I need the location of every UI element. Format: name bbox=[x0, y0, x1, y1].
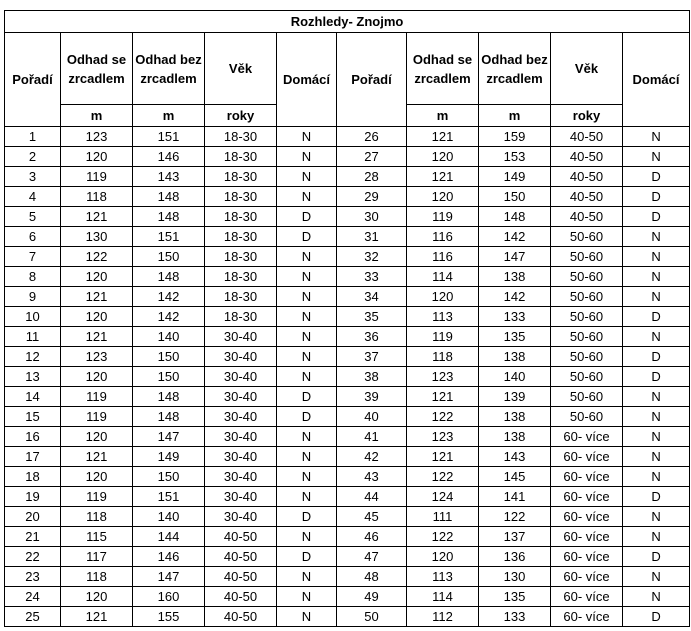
header-odhad-bez-zrcadlem: Odhad bez zrcadlem bbox=[133, 33, 205, 105]
cell-odhad-bez-zrcadlem: 142 bbox=[133, 307, 205, 327]
table-row bbox=[5, 247, 690, 267]
cell-domaci: D bbox=[277, 407, 337, 427]
cell-poradi: 3 bbox=[5, 167, 61, 187]
cell-odhad-bez-zrcadlem-right: 142 bbox=[479, 227, 551, 247]
cell-poradi: 11 bbox=[5, 327, 61, 347]
table-row bbox=[5, 227, 690, 247]
cell-domaci: N bbox=[277, 487, 337, 507]
cell-domaci: N bbox=[277, 187, 337, 207]
cell-odhad-bez-zrcadlem: 148 bbox=[133, 407, 205, 427]
cell-odhad-bez-zrcadlem-right: 145 bbox=[479, 467, 551, 487]
cell-odhad-bez-zrcadlem: 151 bbox=[133, 487, 205, 507]
cell-vek-right: 40-50 bbox=[551, 127, 623, 147]
cell-domaci: N bbox=[277, 247, 337, 267]
cell-poradi-right: 29 bbox=[337, 187, 407, 207]
cell-odhad-se-zrcadlem: 121 bbox=[61, 207, 133, 227]
table-row bbox=[5, 207, 690, 227]
cell-odhad-se-zrcadlem-right: 119 bbox=[407, 327, 479, 347]
cell-domaci-right: N bbox=[623, 567, 690, 587]
cell-vek: 40-50 bbox=[205, 547, 277, 567]
table-container bbox=[4, 10, 690, 627]
cell-odhad-se-zrcadlem-right: 121 bbox=[407, 447, 479, 467]
cell-domaci-right: N bbox=[623, 507, 690, 527]
cell-vek: 18-30 bbox=[205, 247, 277, 267]
cell-poradi-right: 45 bbox=[337, 507, 407, 527]
cell-odhad-bez-zrcadlem: 146 bbox=[133, 147, 205, 167]
cell-odhad-bez-zrcadlem: 147 bbox=[133, 427, 205, 447]
cell-vek-right: 60- více bbox=[551, 427, 623, 447]
cell-odhad-bez-zrcadlem: 143 bbox=[133, 167, 205, 187]
cell-vek: 18-30 bbox=[205, 147, 277, 167]
cell-domaci: D bbox=[277, 507, 337, 527]
cell-vek: 40-50 bbox=[205, 527, 277, 547]
cell-vek: 30-40 bbox=[205, 387, 277, 407]
cell-vek: 18-30 bbox=[205, 187, 277, 207]
cell-odhad-se-zrcadlem: 123 bbox=[61, 127, 133, 147]
header-odhad-bez-zrcadlem-right: Odhad bez zrcadlem bbox=[479, 33, 551, 105]
cell-odhad-se-zrcadlem: 120 bbox=[61, 147, 133, 167]
cell-odhad-se-zrcadlem: 118 bbox=[61, 187, 133, 207]
cell-domaci-right: D bbox=[623, 547, 690, 567]
cell-odhad-bez-zrcadlem-right: 138 bbox=[479, 407, 551, 427]
cell-poradi-right: 33 bbox=[337, 267, 407, 287]
cell-odhad-se-zrcadlem: 119 bbox=[61, 167, 133, 187]
cell-vek-right: 50-60 bbox=[551, 347, 623, 367]
cell-odhad-bez-zrcadlem: 151 bbox=[133, 227, 205, 247]
cell-odhad-bez-zrcadlem-right: 139 bbox=[479, 387, 551, 407]
cell-vek-right: 60- více bbox=[551, 607, 623, 627]
cell-vek-right: 60- více bbox=[551, 567, 623, 587]
cell-domaci: N bbox=[277, 327, 337, 347]
cell-domaci-right: D bbox=[623, 347, 690, 367]
cell-poradi: 10 bbox=[5, 307, 61, 327]
table-row bbox=[5, 587, 690, 607]
cell-odhad-se-zrcadlem-right: 124 bbox=[407, 487, 479, 507]
cell-poradi: 14 bbox=[5, 387, 61, 407]
cell-poradi-right: 27 bbox=[337, 147, 407, 167]
cell-odhad-se-zrcadlem: 122 bbox=[61, 247, 133, 267]
cell-vek-right: 50-60 bbox=[551, 367, 623, 387]
cell-odhad-se-zrcadlem: 117 bbox=[61, 547, 133, 567]
cell-odhad-se-zrcadlem: 130 bbox=[61, 227, 133, 247]
cell-odhad-bez-zrcadlem-right: 130 bbox=[479, 567, 551, 587]
cell-domaci-right: N bbox=[623, 287, 690, 307]
cell-domaci-right: N bbox=[623, 527, 690, 547]
cell-odhad-se-zrcadlem: 121 bbox=[61, 287, 133, 307]
table-row bbox=[5, 187, 690, 207]
cell-vek: 18-30 bbox=[205, 287, 277, 307]
cell-poradi: 8 bbox=[5, 267, 61, 287]
cell-vek-right: 40-50 bbox=[551, 147, 623, 167]
cell-odhad-se-zrcadlem-right: 114 bbox=[407, 267, 479, 287]
cell-odhad-se-zrcadlem-right: 120 bbox=[407, 147, 479, 167]
cell-odhad-bez-zrcadlem: 148 bbox=[133, 187, 205, 207]
cell-vek-right: 50-60 bbox=[551, 407, 623, 427]
data-table bbox=[4, 10, 690, 627]
cell-poradi-right: 50 bbox=[337, 607, 407, 627]
table-row bbox=[5, 487, 690, 507]
cell-vek: 18-30 bbox=[205, 167, 277, 187]
cell-domaci: N bbox=[277, 367, 337, 387]
cell-poradi: 21 bbox=[5, 527, 61, 547]
cell-vek: 40-50 bbox=[205, 567, 277, 587]
table-row bbox=[5, 507, 690, 527]
table-row bbox=[5, 427, 690, 447]
cell-odhad-bez-zrcadlem-right: 140 bbox=[479, 367, 551, 387]
cell-odhad-bez-zrcadlem: 142 bbox=[133, 287, 205, 307]
cell-poradi-right: 32 bbox=[337, 247, 407, 267]
cell-domaci-right: D bbox=[623, 367, 690, 387]
cell-poradi: 9 bbox=[5, 287, 61, 307]
cell-domaci-right: D bbox=[623, 307, 690, 327]
cell-odhad-bez-zrcadlem-right: 153 bbox=[479, 147, 551, 167]
table-row bbox=[5, 547, 690, 567]
cell-odhad-se-zrcadlem-right: 113 bbox=[407, 567, 479, 587]
cell-odhad-bez-zrcadlem-right: 138 bbox=[479, 347, 551, 367]
cell-odhad-bez-zrcadlem: 150 bbox=[133, 347, 205, 367]
cell-odhad-se-zrcadlem-right: 123 bbox=[407, 367, 479, 387]
unit-roky: roky bbox=[205, 105, 277, 127]
cell-odhad-bez-zrcadlem-right: 148 bbox=[479, 207, 551, 227]
cell-poradi-right: 47 bbox=[337, 547, 407, 567]
header-domaci: Domácí bbox=[277, 33, 337, 127]
cell-odhad-se-zrcadlem-right: 113 bbox=[407, 307, 479, 327]
cell-poradi: 13 bbox=[5, 367, 61, 387]
cell-vek-right: 50-60 bbox=[551, 227, 623, 247]
cell-poradi: 6 bbox=[5, 227, 61, 247]
cell-domaci-right: N bbox=[623, 447, 690, 467]
cell-vek-right: 60- více bbox=[551, 507, 623, 527]
cell-poradi-right: 26 bbox=[337, 127, 407, 147]
cell-domaci-right: N bbox=[623, 227, 690, 247]
cell-vek-right: 50-60 bbox=[551, 267, 623, 287]
cell-odhad-se-zrcadlem-right: 120 bbox=[407, 547, 479, 567]
table-row bbox=[5, 167, 690, 187]
cell-odhad-se-zrcadlem-right: 122 bbox=[407, 467, 479, 487]
cell-odhad-bez-zrcadlem-right: 136 bbox=[479, 547, 551, 567]
table-row bbox=[5, 147, 690, 167]
cell-vek-right: 60- více bbox=[551, 487, 623, 507]
cell-domaci: N bbox=[277, 127, 337, 147]
cell-odhad-bez-zrcadlem-right: 150 bbox=[479, 187, 551, 207]
cell-domaci-right: D bbox=[623, 187, 690, 207]
cell-vek-right: 50-60 bbox=[551, 327, 623, 347]
cell-poradi-right: 34 bbox=[337, 287, 407, 307]
cell-odhad-bez-zrcadlem-right: 138 bbox=[479, 427, 551, 447]
cell-odhad-se-zrcadlem: 123 bbox=[61, 347, 133, 367]
cell-vek: 40-50 bbox=[205, 587, 277, 607]
cell-domaci: D bbox=[277, 547, 337, 567]
cell-odhad-se-zrcadlem-right: 112 bbox=[407, 607, 479, 627]
cell-vek: 30-40 bbox=[205, 367, 277, 387]
cell-odhad-bez-zrcadlem: 150 bbox=[133, 367, 205, 387]
cell-odhad-bez-zrcadlem: 140 bbox=[133, 507, 205, 527]
cell-poradi: 12 bbox=[5, 347, 61, 367]
cell-domaci: D bbox=[277, 227, 337, 247]
cell-odhad-bez-zrcadlem-right: 142 bbox=[479, 287, 551, 307]
cell-vek-right: 60- více bbox=[551, 547, 623, 567]
cell-odhad-se-zrcadlem-right: 121 bbox=[407, 387, 479, 407]
cell-domaci: N bbox=[277, 527, 337, 547]
cell-vek-right: 50-60 bbox=[551, 307, 623, 327]
cell-domaci-right: N bbox=[623, 327, 690, 347]
cell-odhad-bez-zrcadlem: 144 bbox=[133, 527, 205, 547]
table-row bbox=[5, 367, 690, 387]
cell-domaci-right: N bbox=[623, 467, 690, 487]
cell-poradi-right: 48 bbox=[337, 567, 407, 587]
cell-odhad-bez-zrcadlem-right: 135 bbox=[479, 587, 551, 607]
cell-poradi-right: 44 bbox=[337, 487, 407, 507]
cell-vek: 40-50 bbox=[205, 607, 277, 627]
cell-vek: 18-30 bbox=[205, 127, 277, 147]
cell-domaci: N bbox=[277, 447, 337, 467]
cell-odhad-bez-zrcadlem: 147 bbox=[133, 567, 205, 587]
cell-odhad-bez-zrcadlem: 150 bbox=[133, 247, 205, 267]
cell-domaci: N bbox=[277, 147, 337, 167]
cell-poradi-right: 40 bbox=[337, 407, 407, 427]
cell-odhad-se-zrcadlem-right: 119 bbox=[407, 207, 479, 227]
cell-vek: 18-30 bbox=[205, 207, 277, 227]
unit-roky-right: roky bbox=[551, 105, 623, 127]
cell-domaci-right: N bbox=[623, 267, 690, 287]
cell-vek-right: 40-50 bbox=[551, 167, 623, 187]
cell-odhad-se-zrcadlem: 119 bbox=[61, 387, 133, 407]
cell-odhad-se-zrcadlem: 121 bbox=[61, 447, 133, 467]
cell-odhad-se-zrcadlem-right: 120 bbox=[407, 187, 479, 207]
table-row bbox=[5, 287, 690, 307]
cell-domaci-right: N bbox=[623, 127, 690, 147]
cell-vek-right: 60- více bbox=[551, 527, 623, 547]
table-row bbox=[5, 567, 690, 587]
cell-vek: 30-40 bbox=[205, 467, 277, 487]
cell-domaci: N bbox=[277, 287, 337, 307]
cell-odhad-bez-zrcadlem: 146 bbox=[133, 547, 205, 567]
cell-odhad-se-zrcadlem: 120 bbox=[61, 307, 133, 327]
cell-vek: 30-40 bbox=[205, 427, 277, 447]
table-row bbox=[5, 407, 690, 427]
cell-odhad-bez-zrcadlem-right: 122 bbox=[479, 507, 551, 527]
cell-vek-right: 40-50 bbox=[551, 207, 623, 227]
cell-odhad-bez-zrcadlem-right: 135 bbox=[479, 327, 551, 347]
cell-odhad-bez-zrcadlem: 160 bbox=[133, 587, 205, 607]
cell-poradi-right: 36 bbox=[337, 327, 407, 347]
table-row bbox=[5, 607, 690, 627]
cell-domaci: N bbox=[277, 467, 337, 487]
cell-odhad-bez-zrcadlem: 149 bbox=[133, 447, 205, 467]
cell-vek-right: 60- více bbox=[551, 587, 623, 607]
cell-odhad-bez-zrcadlem-right: 143 bbox=[479, 447, 551, 467]
cell-domaci-right: N bbox=[623, 407, 690, 427]
cell-odhad-bez-zrcadlem: 148 bbox=[133, 387, 205, 407]
cell-vek-right: 50-60 bbox=[551, 387, 623, 407]
unit-m-right: m bbox=[407, 105, 479, 127]
cell-domaci: N bbox=[277, 607, 337, 627]
cell-odhad-bez-zrcadlem-right: 133 bbox=[479, 607, 551, 627]
cell-domaci-right: N bbox=[623, 587, 690, 607]
cell-odhad-se-zrcadlem-right: 121 bbox=[407, 167, 479, 187]
cell-domaci: N bbox=[277, 347, 337, 367]
cell-vek-right: 60- více bbox=[551, 447, 623, 467]
cell-poradi: 24 bbox=[5, 587, 61, 607]
cell-domaci: N bbox=[277, 167, 337, 187]
cell-odhad-bez-zrcadlem-right: 141 bbox=[479, 487, 551, 507]
table-body bbox=[5, 127, 690, 627]
cell-odhad-bez-zrcadlem: 148 bbox=[133, 267, 205, 287]
cell-domaci: D bbox=[277, 387, 337, 407]
header-vek: Věk bbox=[205, 33, 277, 105]
cell-poradi: 2 bbox=[5, 147, 61, 167]
cell-vek-right: 50-60 bbox=[551, 287, 623, 307]
cell-odhad-bez-zrcadlem-right: 159 bbox=[479, 127, 551, 147]
cell-vek: 18-30 bbox=[205, 227, 277, 247]
cell-poradi: 7 bbox=[5, 247, 61, 267]
cell-odhad-bez-zrcadlem: 155 bbox=[133, 607, 205, 627]
cell-odhad-bez-zrcadlem: 150 bbox=[133, 467, 205, 487]
cell-odhad-se-zrcadlem: 120 bbox=[61, 427, 133, 447]
cell-vek-right: 40-50 bbox=[551, 187, 623, 207]
header-poradi-right: Pořadí bbox=[337, 33, 407, 127]
cell-poradi: 23 bbox=[5, 567, 61, 587]
header-vek-right: Věk bbox=[551, 33, 623, 105]
table-row bbox=[5, 387, 690, 407]
header-poradi: Pořadí bbox=[5, 33, 61, 127]
cell-poradi: 16 bbox=[5, 427, 61, 447]
cell-odhad-se-zrcadlem: 120 bbox=[61, 467, 133, 487]
cell-domaci: N bbox=[277, 427, 337, 447]
cell-poradi-right: 30 bbox=[337, 207, 407, 227]
cell-vek: 30-40 bbox=[205, 327, 277, 347]
cell-poradi-right: 37 bbox=[337, 347, 407, 367]
table-row bbox=[5, 127, 690, 147]
cell-odhad-se-zrcadlem: 118 bbox=[61, 567, 133, 587]
table-row bbox=[5, 467, 690, 487]
cell-poradi: 18 bbox=[5, 467, 61, 487]
cell-poradi-right: 43 bbox=[337, 467, 407, 487]
cell-domaci-right: N bbox=[623, 147, 690, 167]
cell-poradi: 5 bbox=[5, 207, 61, 227]
cell-odhad-se-zrcadlem-right: 122 bbox=[407, 407, 479, 427]
unit-m-right: m bbox=[479, 105, 551, 127]
cell-vek: 30-40 bbox=[205, 347, 277, 367]
cell-vek: 18-30 bbox=[205, 307, 277, 327]
cell-poradi: 19 bbox=[5, 487, 61, 507]
cell-poradi: 17 bbox=[5, 447, 61, 467]
cell-vek: 30-40 bbox=[205, 407, 277, 427]
table-row bbox=[5, 347, 690, 367]
table-title: Rozhledy- Znojmo bbox=[5, 11, 690, 33]
cell-domaci: N bbox=[277, 307, 337, 327]
cell-odhad-se-zrcadlem: 120 bbox=[61, 367, 133, 387]
unit-m: m bbox=[133, 105, 205, 127]
cell-domaci-right: N bbox=[623, 247, 690, 267]
table-row bbox=[5, 527, 690, 547]
cell-odhad-se-zrcadlem: 121 bbox=[61, 327, 133, 347]
cell-odhad-se-zrcadlem-right: 120 bbox=[407, 287, 479, 307]
cell-odhad-bez-zrcadlem: 151 bbox=[133, 127, 205, 147]
cell-odhad-se-zrcadlem-right: 116 bbox=[407, 247, 479, 267]
cell-odhad-bez-zrcadlem-right: 138 bbox=[479, 267, 551, 287]
cell-domaci: N bbox=[277, 587, 337, 607]
cell-odhad-se-zrcadlem-right: 111 bbox=[407, 507, 479, 527]
cell-vek: 30-40 bbox=[205, 487, 277, 507]
cell-domaci-right: D bbox=[623, 487, 690, 507]
cell-odhad-bez-zrcadlem-right: 137 bbox=[479, 527, 551, 547]
cell-odhad-se-zrcadlem: 119 bbox=[61, 407, 133, 427]
cell-domaci-right: N bbox=[623, 427, 690, 447]
cell-vek: 30-40 bbox=[205, 447, 277, 467]
cell-domaci: N bbox=[277, 267, 337, 287]
cell-odhad-bez-zrcadlem-right: 133 bbox=[479, 307, 551, 327]
cell-vek-right: 60- více bbox=[551, 467, 623, 487]
cell-domaci: N bbox=[277, 567, 337, 587]
table-row bbox=[5, 307, 690, 327]
cell-vek-right: 50-60 bbox=[551, 247, 623, 267]
cell-poradi-right: 38 bbox=[337, 367, 407, 387]
cell-odhad-se-zrcadlem-right: 122 bbox=[407, 527, 479, 547]
cell-domaci-right: D bbox=[623, 207, 690, 227]
cell-domaci-right: D bbox=[623, 607, 690, 627]
header-domaci-right: Domácí bbox=[623, 33, 690, 127]
cell-poradi-right: 31 bbox=[337, 227, 407, 247]
cell-poradi: 20 bbox=[5, 507, 61, 527]
cell-domaci-right: N bbox=[623, 387, 690, 407]
cell-odhad-se-zrcadlem: 121 bbox=[61, 607, 133, 627]
cell-odhad-bez-zrcadlem-right: 149 bbox=[479, 167, 551, 187]
cell-odhad-se-zrcadlem: 120 bbox=[61, 267, 133, 287]
cell-poradi-right: 28 bbox=[337, 167, 407, 187]
cell-odhad-se-zrcadlem: 119 bbox=[61, 487, 133, 507]
cell-poradi: 1 bbox=[5, 127, 61, 147]
cell-poradi-right: 39 bbox=[337, 387, 407, 407]
cell-odhad-se-zrcadlem-right: 114 bbox=[407, 587, 479, 607]
cell-odhad-se-zrcadlem: 120 bbox=[61, 587, 133, 607]
cell-poradi-right: 49 bbox=[337, 587, 407, 607]
cell-odhad-bez-zrcadlem: 148 bbox=[133, 207, 205, 227]
table-row bbox=[5, 267, 690, 287]
cell-poradi-right: 41 bbox=[337, 427, 407, 447]
unit-m: m bbox=[61, 105, 133, 127]
cell-odhad-bez-zrcadlem-right: 147 bbox=[479, 247, 551, 267]
cell-odhad-se-zrcadlem-right: 118 bbox=[407, 347, 479, 367]
cell-poradi: 15 bbox=[5, 407, 61, 427]
cell-odhad-bez-zrcadlem: 140 bbox=[133, 327, 205, 347]
header-odhad-se-zrcadlem: Odhad se zrcadlem bbox=[61, 33, 133, 105]
cell-poradi: 4 bbox=[5, 187, 61, 207]
cell-poradi: 22 bbox=[5, 547, 61, 567]
header-odhad-se-zrcadlem-right: Odhad se zrcadlem bbox=[407, 33, 479, 105]
cell-poradi: 25 bbox=[5, 607, 61, 627]
cell-vek: 18-30 bbox=[205, 267, 277, 287]
cell-poradi-right: 42 bbox=[337, 447, 407, 467]
cell-odhad-se-zrcadlem-right: 116 bbox=[407, 227, 479, 247]
cell-odhad-se-zrcadlem-right: 123 bbox=[407, 427, 479, 447]
cell-domaci-right: D bbox=[623, 167, 690, 187]
table-row bbox=[5, 327, 690, 347]
cell-vek: 30-40 bbox=[205, 507, 277, 527]
table-row bbox=[5, 447, 690, 467]
cell-odhad-se-zrcadlem-right: 121 bbox=[407, 127, 479, 147]
cell-odhad-se-zrcadlem: 118 bbox=[61, 507, 133, 527]
cell-domaci: D bbox=[277, 207, 337, 227]
cell-odhad-se-zrcadlem: 115 bbox=[61, 527, 133, 547]
cell-poradi-right: 35 bbox=[337, 307, 407, 327]
cell-poradi-right: 46 bbox=[337, 527, 407, 547]
